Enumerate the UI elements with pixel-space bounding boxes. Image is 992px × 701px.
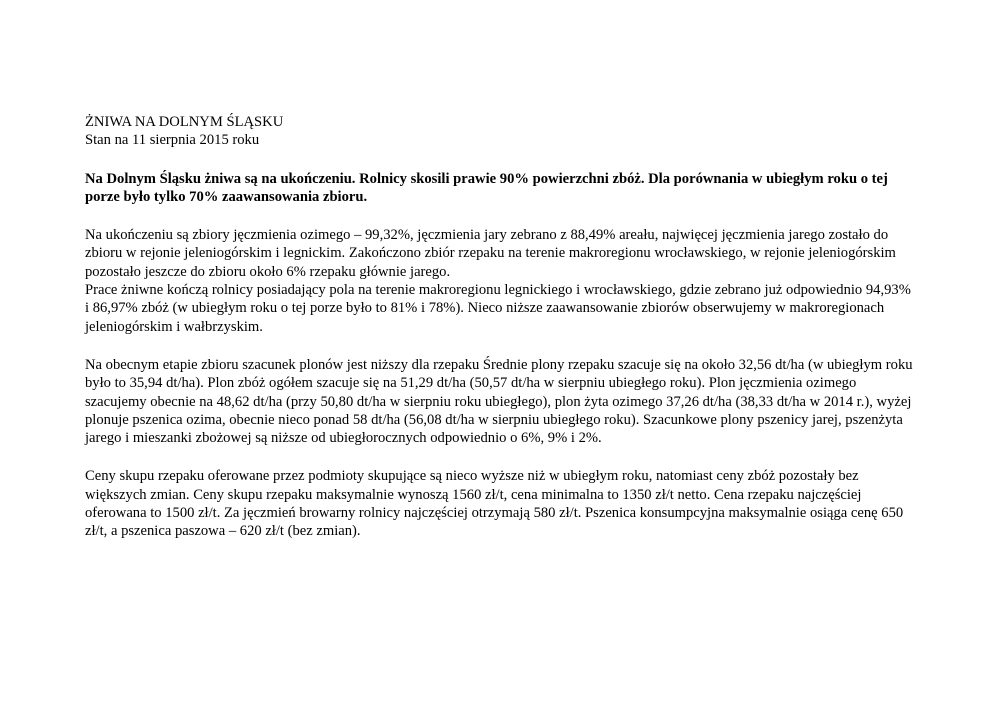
lead-paragraph: Na Dolnym Śląsku żniwa są na ukończeniu. Rolnicy skosili prawie 90% powierzchni zbóż. Dla porównania w ubiegłym roku o tej porze było tylko 70% zaawansowania zbioru. — [85, 170, 888, 205]
document-date: Stan na 11 sierpnia 2015 roku — [85, 132, 260, 149]
body-paragraph-harvest-progress: Na ukończeniu są zbiory jęczmienia ozimego – 99,32%, jęczmienia jary zebrano z 88,49% areału, najwięcej jęczmienia jarego zostało do zbioru w rejonie jeleniogórskim i legnickim. Zakończono zbiór rzepaku na terenie makroregionu wrocławskiego, w rejonie jeleniogórskim pozostało jeszcze do zbioru około 6% rzepaku głównie jarego. — [85, 227, 896, 280]
body-paragraph-regions: Prace żniwne kończą rolnicy posiadający pola na terenie makroregionu legnickiego i wrocławskiego, gdzie zebrano już odpowiednio 94,93% i 86,97% zbóż (w ubiegłym roku o tej porze było to 81% i 78%). Nieco niższe zaawansowanie zbiorów obserwujemy w makroregionach jeleniogórskim i wałbrzyskim. — [85, 282, 911, 335]
document-page — [85, 113, 915, 541]
document-title: ŻNIWA NA DOLNYM ŚLĄSKU — [85, 114, 284, 130]
body-paragraph-prices: Ceny skupu rzepaku oferowane przez podmioty skupujące są nieco wyższe niż w ubiegłym roku, natomiast ceny zbóż pozostały bez większych zmian. Ceny skupu rzepaku maksymalnie wynoszą 1560 zł/t, cena minimalna to 1350 zł/t netto. Cena rzepaku najczęściej oferowana to 1500 zł/t. Za jęczmień browarny rolnicy najczęściej otrzymają 580 zł/t. Pszenica konsumpcyjna maksymalnie osiąga cenę 650 zł/t, a pszenica paszowa – 620 zł/t (bez zmian). — [85, 468, 904, 540]
body-paragraph-yields: Na obecnym etapie zbioru szacunek plonów jest niższy dla rzepaku Średnie plony rzepaku szacuje się na około 32,56 dt/ha (w ubiegłym roku było to 35,94 dt/ha). Plon zbóż ogółem szacuje się na 51,29 dt/ha (50,57 dt/ha w sierpniu ubiegłego roku). Plon jęczmienia ozimego szacujemy obecnie na 48,62 dt/ha (przy 50,80 dt/ha w sierpniu roku ubiegłego), plon żyta ozimego 37,26 dt/ha (38,33 dt/ha w 2014 r.), wyżej plonuje pszenica ozima, obecnie nieco ponad 58 dt/ha (56,08 dt/ha w sierpniu ubiegłego roku). Szacunkowe plony pszenicy jarej, pszenżyta jarego i mieszanki zbożowej są niższe od ubiegłorocznych odpowiednio o 6%, 9% i 2%. — [85, 356, 913, 447]
